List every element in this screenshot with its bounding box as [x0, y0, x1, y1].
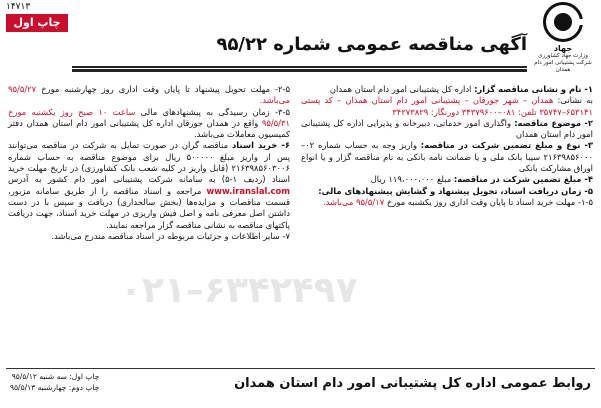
title-bar [72, 32, 527, 68]
footer [6, 368, 595, 399]
organization-logo [531, 2, 595, 80]
print-dates [10, 371, 99, 393]
section-5-3-rest: واقع در همدان جورقان اداره کل پشتیبانی امور دام استان همدان دفتر کمیسیون معاملات می‌باشد. [8, 117, 290, 140]
title-underline [72, 69, 527, 72]
footer-organization: روابط عمومی اداره کل پشتیبانی امور دام استان همدان [234, 376, 591, 391]
left-column [8, 84, 290, 242]
address-text: همدان – شهر جورقان – پشتیبانی امور دام استان همدان – کد پستی ۶۵۳۱۴۱–۳۵۷۴۷ تلفن: ۰۸۱–۳۴۳۷۹۶۰۰ دورنگار: ۳۴۲۷۳۸۲۹ [301, 95, 593, 117]
section-3-label: ۳- نوع و مبلغ تضمین شرکت در مناقصه: [420, 140, 593, 151]
section-5-2-date: ۹۵/۵/۲۷ می‌باشد. [8, 84, 290, 106]
section-2-label: ۲- موضوع مناقصه: [514, 117, 593, 128]
section-5-1-date: ۹۵/۵/۱۷ می‌باشد. [322, 196, 385, 207]
section-7-text: ۷- سایر اطلاعات و جزئیات مربوطه در اسناد مناقصه مندرج می‌باشد. [51, 230, 290, 241]
section-1-text: اداره کل پشتیبانی امور دام استان همدان [329, 84, 472, 94]
section-5-3-time: ساعت ۱۰ صبح روز یکشنبه مورخ ۹۵/۵/۳۱ [8, 106, 290, 128]
logo-subline-1: وزارت جهاد کشاورزی [538, 53, 588, 59]
section-1-address [301, 95, 593, 118]
section-5-1 [301, 197, 593, 208]
section-1 [301, 84, 593, 95]
section-3 [301, 140, 593, 174]
section-6 [8, 140, 290, 230]
section-6-label: ۶- خرید اسناد [231, 140, 290, 151]
section-4-text: مبلغ ۱۱۹،۰۰۰،۰۰۰ ریال [370, 174, 452, 185]
logo-subline-2: شرکت پشتیبانی امور دام همدان [534, 60, 592, 73]
logo-name: جهاد [553, 44, 573, 53]
section-4 [301, 174, 593, 185]
first-print-date: چاپ اول: سه شنبه ۹۵/۵/۱۲ [11, 372, 100, 381]
section-5-3-text: ۳-۵- زمان رسیدگی به پیشنهادهای مالی [140, 106, 291, 117]
second-print-date: چاپ دوم: چهارشنبه ۹۵/۵/۱۳ [10, 383, 100, 392]
section-5-2-text: ۲-۵- مهلت تحویل پیشنهاد تا پایان وقت اداری روز چهارشنبه مورخ [41, 84, 290, 94]
section-6-rest: مراجعه و اسناد مناقصه را از طریق سامانه مزبور، قسمت مناقصات و مزایده‌ها (بخش سالجداری) دریافت و سپس با در دست داشتن اصل معرفی نامه و اصل فیش واریزی در مهلت خرید اسناد، جهت دریافت پاکتهای مناقصه به نشانی مناقصه گزار مراجعه نمایند. [8, 185, 290, 230]
right-column [301, 84, 593, 208]
section-6-text: مناقصه گران در صورت تمایل به شرکت در مناقصه می‌توانند پس از واریز مبلغ ۵۰۰۰۰۰ ریال برای موضوع مناقصه به حساب شماره ۲۱۶۳۹۸۵۶۰۳۰۰۶ (قابل واریز در کلیه شعب بانک کشاورزی) در تاریخ مهلت خرید اسناد (ردیف ۱-۵) به سامانه شرکت پشتیبانی امور دام کشور به آدرس [8, 140, 290, 185]
print-badge: چاپ اول [6, 14, 68, 32]
website-link[interactable]: www.iranslal.com [206, 185, 290, 196]
address-label: به نشانی: [557, 95, 593, 106]
ad-code: ۱۴۷۱۳ [6, 2, 31, 12]
section-4-label: ۴- مبلغ تضمین شرکت در مناقصه: [453, 174, 593, 185]
section-5-2 [8, 84, 290, 107]
section-5-label: ۵- زمان دریافت اسناد، تحویل پیشنهاد و گشایش پیشنهادهای مالی: [318, 185, 593, 196]
section-7 [8, 231, 290, 242]
section-5 [301, 186, 593, 197]
section-2 [301, 118, 593, 141]
section-2-text: واگذاری امور خدماتی، دبیرخانه و پذیرایی اداره کل پشتیبانی امور دام استان همدان [301, 117, 593, 140]
watermark-phone: ۰۲۱–۶۳۴۲۴۹۷ [120, 270, 358, 311]
section-3-text: واریز وجه به حساب شماره ۰۲–۲۱۶۳۹۸۵۶۰۰۰ سیبا بانک ملی و یا ضمانت نامه بانکی به نام مناقصه گزار و یا انواع اوراق مشارکت بانکی [301, 140, 593, 174]
logo-emblem-icon [543, 2, 583, 42]
section-5-1-text: ۱-۵- مهلت خرید اسناد تا پایان وقت اداری روز یکشنبه مورخ [386, 196, 593, 207]
section-1-label: ۱- نام و نشانی مناقصه گزار: [474, 84, 593, 94]
ad-title: آگهی مناقصه عمومی شماره ۹۵/۲۲ [216, 34, 527, 55]
section-5-3 [8, 107, 290, 141]
